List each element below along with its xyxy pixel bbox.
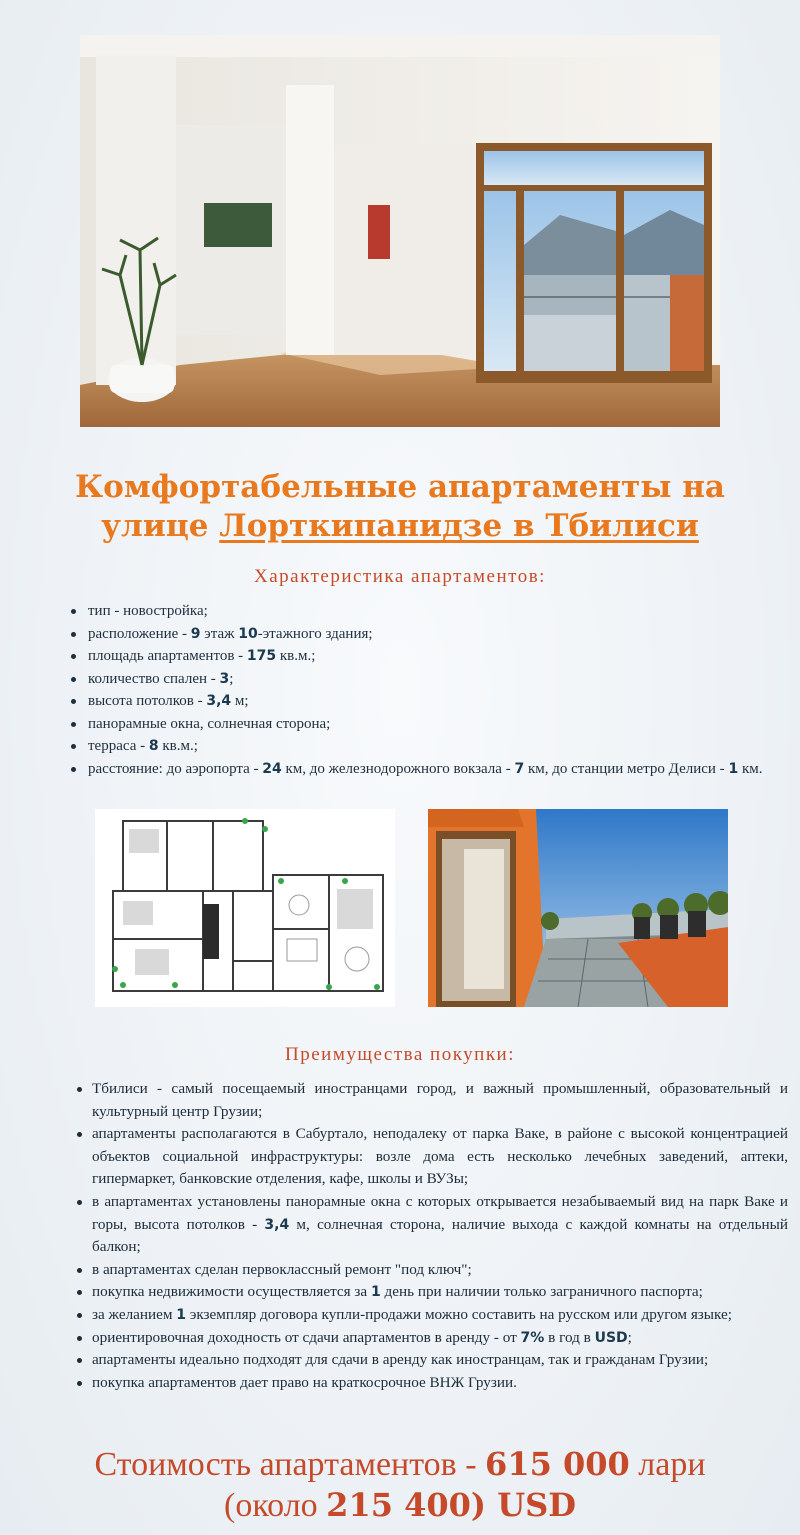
specs-item-number: 3,4 <box>206 693 232 709</box>
specs-item-text: км, до станции метро Делиси - <box>524 760 729 777</box>
specs-item <box>88 690 788 713</box>
specs-item <box>88 668 788 691</box>
title-line-1: Комфортабельные апартаменты на <box>74 469 726 505</box>
benefits-item <box>92 1349 788 1372</box>
specs-item <box>88 735 788 758</box>
price-usd-close: ) USD <box>470 1486 576 1524</box>
benefits-item-number: USD <box>594 1329 628 1346</box>
specs-item-text: кв.м.; <box>276 648 316 664</box>
benefits-item-text: экземпляр договора купли-продажи можно составить на русском или другом языке; <box>186 1305 732 1323</box>
specs-item-text: высота потолков - <box>88 693 207 709</box>
specs-item-number: 10 <box>238 625 258 642</box>
specs-item <box>88 645 788 668</box>
benefits-item-text: Тбилиси - самый посещаемый иностранцами город, и важный промышленный, образовательный и культурный центр Грузии; <box>92 1080 788 1120</box>
benefits-heading: Преимущества покупки: <box>285 1044 515 1065</box>
specs-item-text: кв.м.; <box>158 738 198 754</box>
benefits-item-text: ; <box>627 1328 632 1346</box>
page-title <box>30 468 770 546</box>
specs-item-text: расстояние: до аэропорта - <box>88 760 263 777</box>
benefits-item-text: день при наличии только заграничного паспорта; <box>380 1283 703 1301</box>
specs-item-text: м; <box>231 693 249 709</box>
price-usd-open: (около <box>224 1487 327 1524</box>
hero-photo-interior <box>80 35 720 427</box>
benefits-item <box>92 1078 788 1123</box>
benefits-list <box>60 1078 788 1394</box>
benefits-item <box>92 1327 788 1350</box>
title-line-2: улице <box>101 508 220 544</box>
price-usd: 215 400 <box>326 1486 471 1524</box>
specs-item-text: количество спален - <box>88 670 220 687</box>
benefits-item <box>92 1304 788 1327</box>
benefits-item-text: за желанием <box>92 1305 177 1323</box>
benefits-item-text: покупка апартаментов дает право на краткосрочное ВНЖ Грузии. <box>92 1373 517 1391</box>
benefits-item <box>92 1281 788 1304</box>
specs-item-text: тип - новостройка; <box>88 603 208 619</box>
title-location-link[interactable]: Лорткипанидзе в Тбилиси <box>219 508 699 544</box>
benefits-item-text: м, солнечная сторона, наличие выхода с каждой комнаты на отдельный балкон; <box>92 1215 788 1256</box>
specs-item-text: км, до железнодорожного вокзала - <box>281 760 515 777</box>
benefits-item-text: покупка недвижимости осуществляется за <box>92 1283 371 1301</box>
specs-item-number: 8 <box>148 738 159 754</box>
specs-item-text: ; <box>229 670 234 687</box>
specs-item-number: 24 <box>262 760 282 777</box>
specs-item-number: 9 <box>190 625 201 642</box>
specs-item-text: этаж <box>200 625 239 642</box>
specs-item-number: 175 <box>246 648 277 664</box>
benefits-item-text: апартаменты идеально подходят для сдачи в аренду как иностранцам, так и гражданам Грузии; <box>92 1351 709 1369</box>
specs-item <box>88 623 788 646</box>
specs-item-text: терраса - <box>88 738 149 754</box>
benefits-item <box>92 1123 788 1191</box>
specs-item <box>88 758 788 781</box>
specs-heading: Характеристика апартаментов: <box>254 566 546 587</box>
benefits-item-text: ориентировочная доходность от сдачи апартаментов в аренду - от <box>92 1328 521 1346</box>
specs-item-text: площадь апартаментов - <box>88 648 247 664</box>
price-block <box>0 1444 800 1526</box>
benefits-item-text: в год в <box>544 1328 595 1346</box>
benefits-item <box>92 1259 788 1282</box>
specs-item <box>88 713 788 736</box>
benefits-item <box>92 1191 788 1259</box>
benefits-item-number: 1 <box>370 1284 381 1301</box>
benefits-item-number: 7% <box>520 1329 545 1346</box>
specs-item-text: расположение - <box>88 625 191 642</box>
specs-item-text: -этажного здания; <box>257 625 373 642</box>
specs-item-number: 3 <box>219 670 230 687</box>
floor-plan-image <box>95 809 395 1007</box>
specs-list <box>50 600 788 780</box>
terrace-photo <box>428 809 728 1007</box>
benefits-item <box>92 1372 788 1395</box>
specs-item-text: панорамные окна, солнечная сторона; <box>88 715 331 732</box>
benefits-item-number: 1 <box>176 1306 187 1323</box>
benefits-item-number: 3,4 <box>264 1216 290 1233</box>
price-prefix: Стоимость апартаментов - <box>94 1446 486 1483</box>
price-gel: 615 000 <box>485 1445 630 1483</box>
specs-item-number: 1 <box>728 760 739 777</box>
specs-item-number: 7 <box>514 760 525 777</box>
benefits-item-text: в апартаментах установлены панорамные окна с которых открывается незабываемый вид на парк Ваке и горы, высота потолков - <box>92 1192 788 1233</box>
benefits-item-text: в апартаментах сделан первоклассный ремонт "под ключ"; <box>92 1260 472 1278</box>
price-gel-unit: лари <box>629 1446 706 1483</box>
benefits-item-text: апартаменты располагаются в Сабуртало, неподалеку от парка Ваке, в районе с высокой концентрацией объектов социальной инфраструктуры: возле дома есть несколько лечебных заведений, аптеки, гипермаркет, банковские отделения, кафе, школы и ВУЗы; <box>92 1125 788 1188</box>
specs-item <box>88 600 788 623</box>
specs-item-text: км. <box>738 760 763 777</box>
